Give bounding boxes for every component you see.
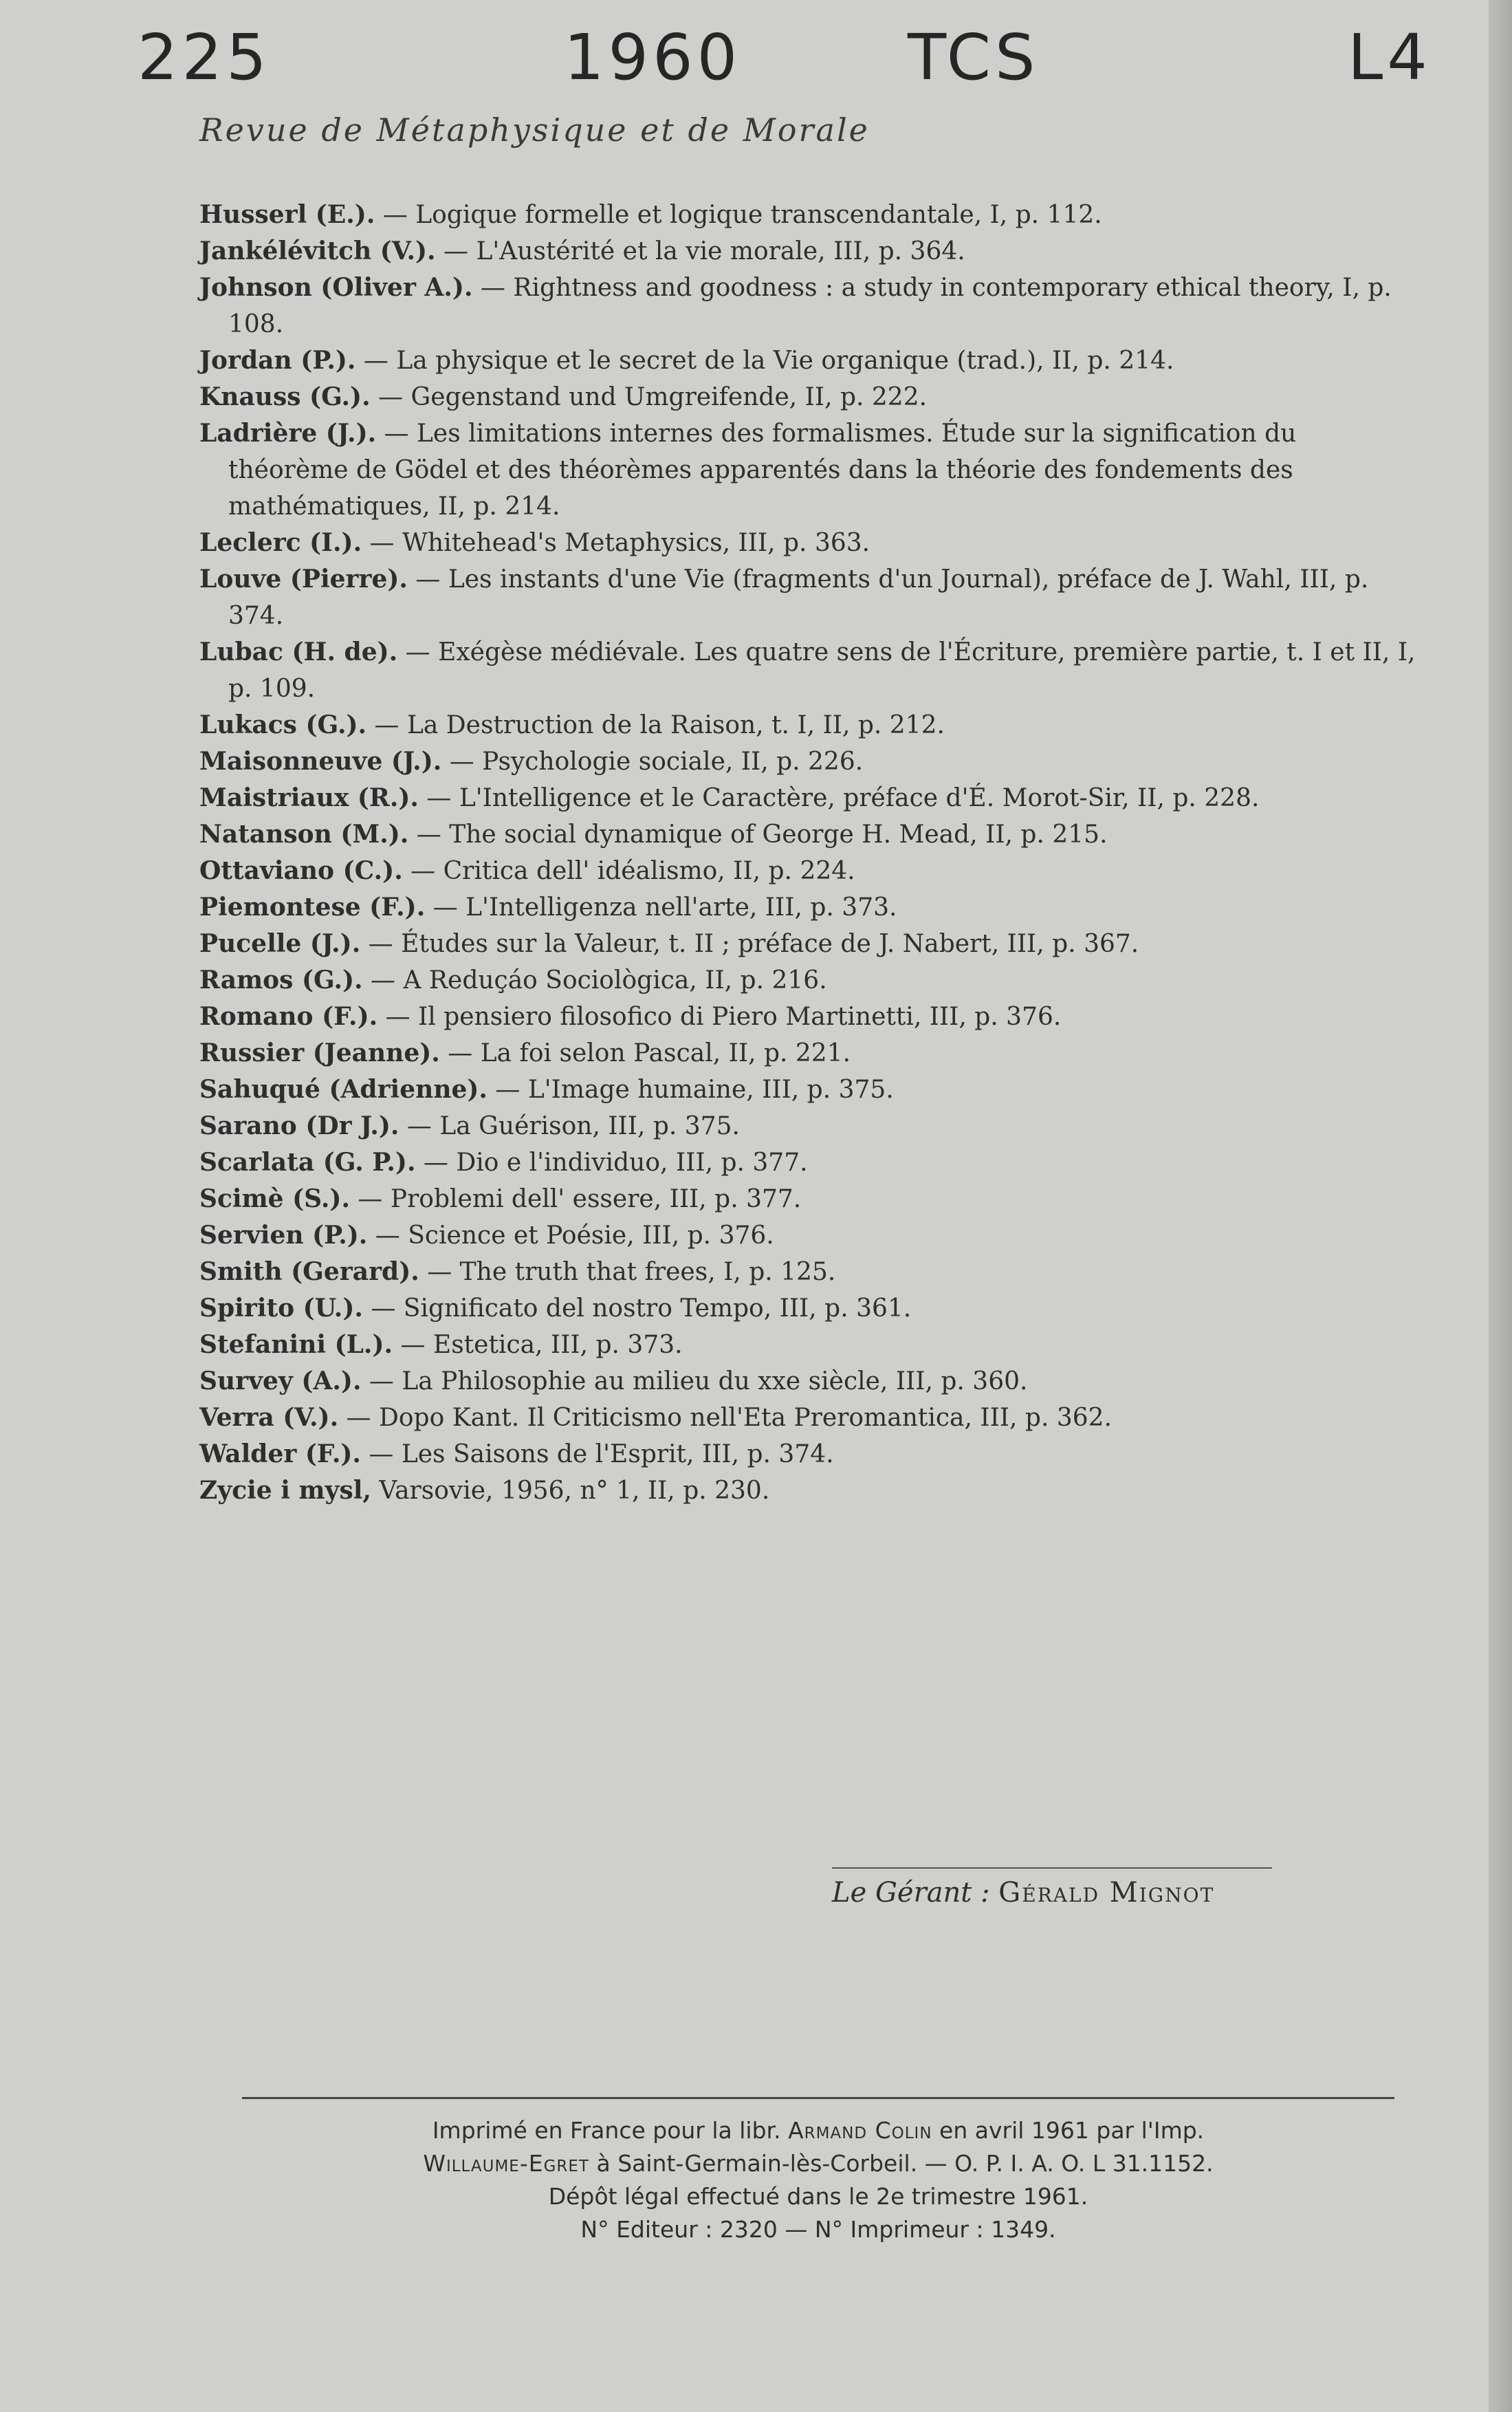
gerant-name: Gérald Mignot — [998, 1877, 1215, 1909]
entry-author: Ladrière (J.). — [199, 419, 377, 448]
bibliography-entry — [199, 889, 1423, 926]
bibliography-entry — [199, 1181, 1423, 1217]
entry-author: Jankélévitch (V.). — [199, 237, 436, 265]
entry-reference: — Études sur la Valeur, t. II ; préface de J. Nabert, III, p. 367. — [360, 930, 1139, 958]
entry-reference: — Rightness and goodness : a study in contemporary ethical theory, I, p. 108. — [228, 274, 1392, 338]
entry-author: Natanson (M.). — [199, 820, 409, 849]
imprint-line-4: N° Editeur : 2320 — N° Imprimeur : 1349. — [580, 2216, 1056, 2243]
entry-reference: — Science et Poésie, III, p. 376. — [367, 1221, 774, 1250]
entry-author: Maisonneuve (J.). — [199, 747, 442, 776]
bibliography-entry — [199, 853, 1423, 889]
entry-author: Louve (Pierre). — [199, 565, 408, 594]
entry-author: Lubac (H. de). — [199, 638, 398, 666]
entry-reference: — La physique et le secret de la Vie organique (trad.), II, p. 214. — [355, 347, 1174, 375]
gerant-signature-line — [832, 1867, 1272, 1909]
handwritten-year: 1960 — [564, 21, 742, 94]
imprint-line-2: Willaume-Egret à Saint-Germain-lès-Corbeil. — O. P. I. A. O. L 31.1152. — [423, 2150, 1214, 2177]
entry-reference: — L'Intelligence et le Caractère, préface d'É. Morot-Sir, II, p. 228. — [418, 784, 1260, 812]
journal-title: Revue de Métaphysique et de Morale — [199, 111, 870, 149]
bibliography-entry — [199, 634, 1423, 707]
bibliography-entry — [199, 1473, 1423, 1509]
entry-reference: — The social dynamique of George H. Mead, II, p. 215. — [408, 821, 1108, 849]
entry-author: Verra (V.). — [199, 1403, 339, 1432]
bibliography-entry — [199, 525, 1423, 561]
bibliography-entry — [199, 999, 1423, 1035]
entry-author: Ottaviano (C.). — [199, 856, 403, 885]
entry-reference: — La Guérison, III, p. 375. — [399, 1112, 740, 1140]
bibliography-entry — [199, 197, 1423, 233]
bibliography-entry — [199, 1035, 1423, 1072]
entry-reference: — L'Intelligenza nell'arte, III, p. 373. — [425, 893, 897, 922]
bibliography-entry — [199, 1072, 1423, 1108]
bibliography-entry — [199, 1436, 1423, 1473]
entry-reference: — Gegenstand und Umgreifende, II, p. 222. — [370, 383, 928, 411]
entry-reference: — La Destruction de la Raison, t. I, II, p. 212. — [366, 711, 945, 739]
entry-reference: — L'Austérité et la vie morale, III, p. 364. — [435, 237, 965, 265]
bibliography-entry — [199, 379, 1423, 415]
entry-author: Spirito (U.). — [199, 1294, 363, 1323]
entry-reference: — Dopo Kant. Il Criticismo nell'Eta Preromantica, III, p. 362. — [338, 1404, 1113, 1432]
entry-reference: Varsovie, 1956, n° 1, II, p. 230. — [371, 1477, 770, 1505]
bibliography-entry — [199, 926, 1423, 962]
entry-author: Jordan (P.). — [199, 346, 356, 375]
bibliography-entry — [199, 1400, 1423, 1436]
entry-reference: — Les instants d'une Vie (fragments d'un Journal), préface de J. Wahl, III, p. 374. — [228, 565, 1369, 630]
bibliography-entry — [199, 1290, 1423, 1327]
entry-reference: — Logique formelle et logique transcendantale, I, p. 112. — [375, 201, 1102, 229]
entry-author: Russier (Jeanne). — [199, 1039, 440, 1067]
entry-author: Smith (Gerard). — [199, 1257, 419, 1286]
entry-reference: — A Reduçáo Sociològica, II, p. 216. — [362, 966, 827, 995]
entry-author: Lukacs (G.). — [199, 710, 367, 739]
imprint-line-1: Imprimé en France pour la libr. Armand Colin en avril 1961 par l'Imp. — [432, 2117, 1205, 2144]
bibliography-entry — [199, 1363, 1423, 1400]
entry-reference: — Les Saisons de l'Esprit, III, p. 374. — [360, 1440, 834, 1468]
bibliography-entry — [199, 270, 1423, 343]
bibliography-entry — [199, 816, 1423, 853]
bibliography-entry — [199, 707, 1423, 743]
entry-reference: — La Philosophie au milieu du xxe siècle, III, p. 360. — [361, 1367, 1028, 1395]
entry-author: Maistriaux (R.). — [199, 783, 419, 812]
page-edge — [1489, 0, 1512, 2412]
handwritten-box-id: L4 — [1348, 21, 1432, 94]
handwritten-number: 225 — [138, 21, 271, 94]
entry-author: Zycie i mysl, — [199, 1476, 371, 1505]
bibliography-entry — [199, 1254, 1423, 1290]
bibliography-entry — [199, 343, 1423, 379]
bibliography-list — [199, 197, 1423, 1509]
bibliography-entry — [199, 1327, 1423, 1363]
bibliography-entry — [199, 1144, 1423, 1181]
entry-author: Husserl (E.). — [199, 200, 375, 229]
entry-reference: — Problemi dell' essere, III, p. 377. — [349, 1185, 802, 1213]
bibliography-entry — [199, 1108, 1423, 1144]
entry-author: Johnson (Oliver A.). — [199, 273, 473, 302]
entry-author: Pucelle (J.). — [199, 929, 361, 958]
bibliography-entry — [199, 780, 1423, 816]
entry-author: Walder (F.). — [199, 1439, 361, 1468]
entry-reference: — La foi selon Pascal, II, p. 221. — [439, 1039, 851, 1067]
entry-reference: — Critica dell' idéalismo, II, p. 224. — [402, 857, 855, 885]
entry-reference: — Whitehead's Metaphysics, III, p. 363. — [362, 529, 870, 557]
imprint-line-3: Dépôt légal effectué dans le 2e trimestre 1961. — [548, 2183, 1088, 2210]
entry-author: Piemontese (F.). — [199, 893, 426, 922]
entry-reference: — The truth that frees, I, p. 125. — [419, 1258, 836, 1286]
entry-author: Knauss (G.). — [199, 382, 371, 411]
entry-reference: — Exégèse médiévale. Les quatre sens de l'Écriture, première partie, t. I et II, I, p. 109. — [228, 638, 1416, 703]
entry-author: Ramos (G.). — [199, 966, 363, 995]
entry-author: Romano (F.). — [199, 1002, 378, 1031]
entry-reference: — Les limitations internes des formalismes. Étude sur la signification du théorème de Gödel et des théorèmes apparentés dans la théorie des fondements des mathématiques, II, p. 214. — [228, 420, 1297, 521]
entry-reference: — Estetica, III, p. 373. — [393, 1331, 683, 1359]
entry-author: Servien (P.). — [199, 1221, 368, 1250]
entry-author: Sahuqué (Adrienne). — [199, 1075, 487, 1104]
entry-reference: — Psychologie sociale, II, p. 226. — [441, 748, 864, 776]
bibliography-entry — [199, 415, 1423, 525]
entry-author: Sarano (Dr J.). — [199, 1111, 399, 1140]
bibliography-entry — [199, 743, 1423, 780]
entry-reference: — Dio e l'individuo, III, p. 377. — [415, 1149, 808, 1177]
bibliography-entry — [199, 561, 1423, 634]
entry-author: Scarlata (G. P.). — [199, 1148, 416, 1177]
entry-reference: — L'Image humaine, III, p. 375. — [487, 1076, 894, 1104]
entry-author: Scimè (S.). — [199, 1184, 350, 1213]
gerant-label: Le Gérant : — [832, 1877, 990, 1909]
entry-author: Stefanini (L.). — [199, 1330, 393, 1359]
entry-author: Leclerc (I.). — [199, 528, 362, 557]
entry-reference: — Il pensiero filosofico di Piero Martinetti, III, p. 376. — [377, 1003, 1062, 1031]
entry-author: Survey (A.). — [199, 1367, 362, 1395]
bibliography-entry — [199, 1217, 1423, 1254]
bibliography-entry — [199, 962, 1423, 999]
bibliography-entry — [199, 233, 1423, 270]
handwritten-code: TCS — [908, 21, 1040, 94]
entry-reference: — Significato del nostro Tempo, III, p. 361. — [362, 1294, 912, 1323]
printer-imprint — [242, 2097, 1394, 2246]
